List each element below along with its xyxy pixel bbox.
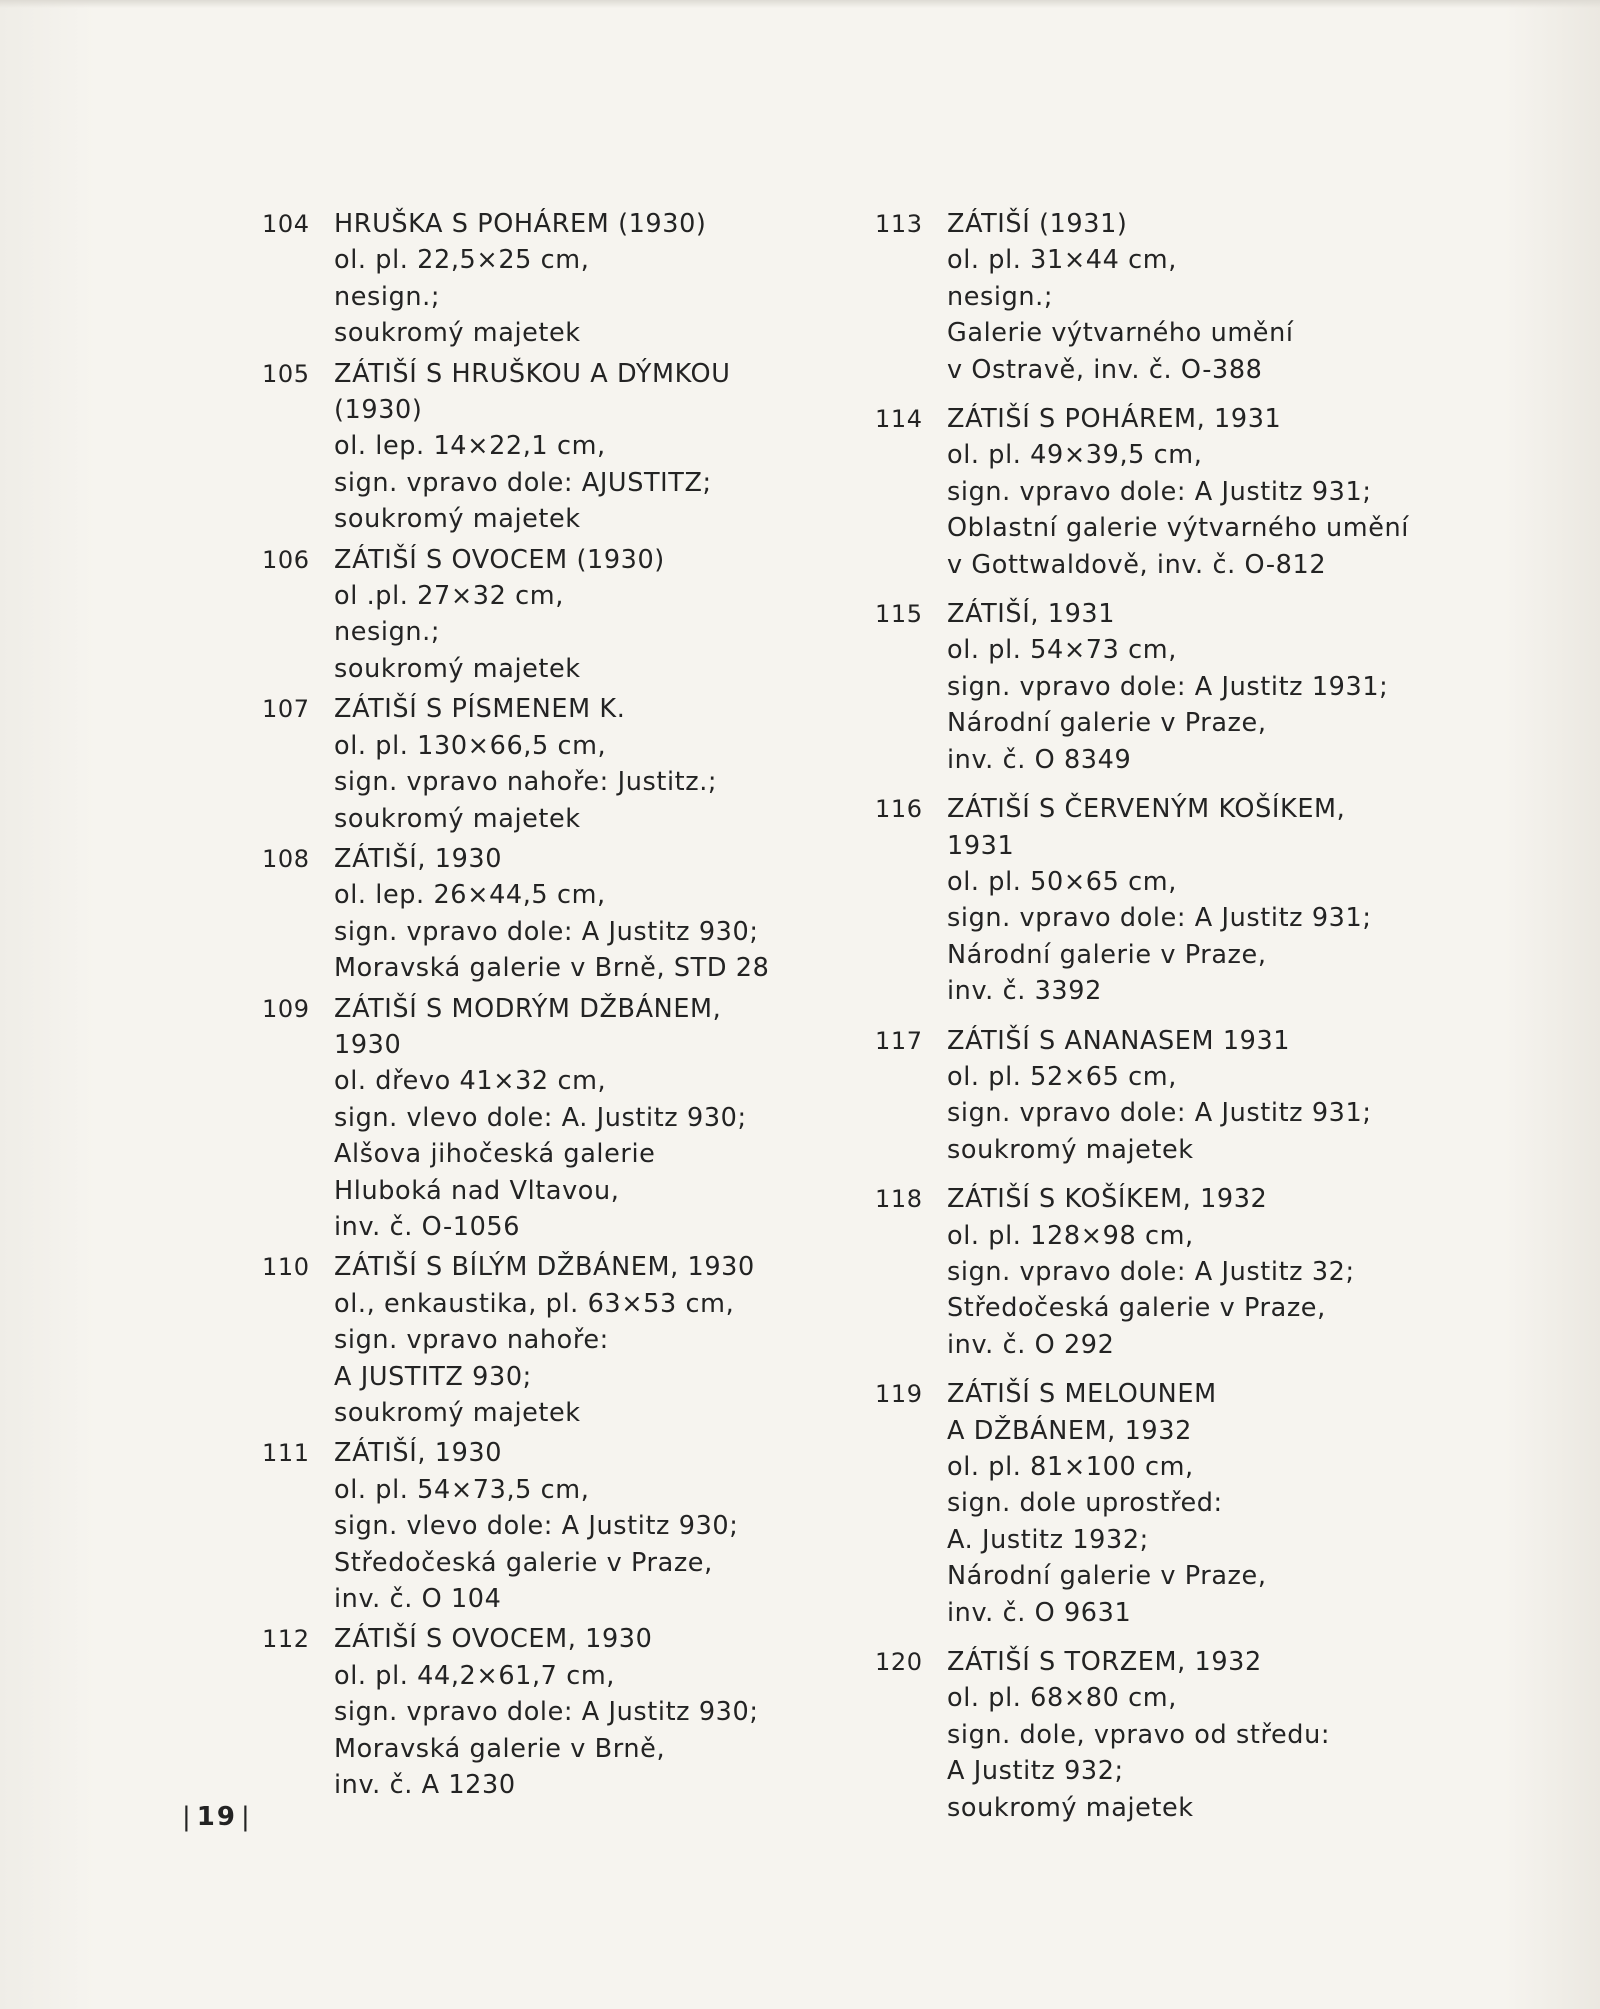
entry-detail-line: 1930 (334, 1029, 402, 1060)
entry-title: ZÁTIŠÍ (1931) (947, 209, 1128, 239)
catalog-entry (262, 841, 822, 987)
entry-detail-line: inv. č. 3392 (947, 976, 1102, 1007)
entry-detail-line: inv. č. O 8349 (947, 744, 1132, 775)
entry-number: 115 (875, 600, 923, 629)
entry-detail-line: (1930) (334, 395, 423, 426)
entry-detail-line: ol., enkaustika, pl. 63×53 cm, (334, 1288, 735, 1319)
entry-number: 106 (262, 545, 310, 574)
entry-detail-line: Středočeská galerie v Praze, (334, 1547, 713, 1578)
entry-title: ZÁTIŠÍ S KOŠÍKEM, 1932 (947, 1184, 1268, 1215)
entry-detail-line: soukromý majetek (334, 653, 581, 684)
catalog-column-right (875, 206, 1435, 1839)
entry-detail-line: sign. vpravo dole: A Justitz 930; (334, 1697, 759, 1728)
entry-detail-line: soukromý majetek (334, 504, 581, 535)
entry-detail-line: sign. vpravo dole: A Justitz 931; (947, 476, 1372, 507)
catalog-entry (875, 401, 1435, 583)
entry-detail-line: soukromý majetek (947, 1134, 1194, 1165)
entry-detail-line: sign. vlevo dole: A Justitz 930; (334, 1511, 739, 1542)
entry-detail-line: ol. pl. 54×73,5 cm, (334, 1474, 590, 1505)
entry-detail-line: v Ostravě, inv. č. O-388 (947, 354, 1263, 385)
entry-title: ZÁTIŠÍ, 1930 (334, 1438, 503, 1469)
entry-title: ZÁTIŠÍ S POHÁREM, 1931 (947, 404, 1282, 435)
catalog-entry (262, 356, 822, 538)
entry-detail-line: Moravská galerie v Brně, (334, 1733, 666, 1764)
entry-detail-line: ol. pl. 50×65 cm, (947, 866, 1177, 897)
entry-number: 110 (262, 1253, 310, 1282)
entry-number: 116 (875, 795, 923, 824)
entry-number: 108 (262, 844, 310, 873)
entry-title: ZÁTIŠÍ S OVOCEM, 1930 (334, 1624, 653, 1655)
entry-detail-line: inv. č. O 9631 (947, 1597, 1132, 1628)
entry-detail-line: soukromý majetek (947, 1792, 1194, 1823)
page-number (178, 1802, 256, 1832)
entry-detail-line: sign. vpravo dole: A Justitz 931; (947, 903, 1372, 934)
entry-detail-line: Národní galerie v Praze, (947, 1561, 1267, 1592)
entry-number: 117 (875, 1026, 923, 1055)
entry-detail-line: nesign.; (334, 617, 441, 648)
catalog-entry (262, 206, 822, 352)
entry-detail-line: soukromý majetek (334, 1398, 581, 1428)
catalog-entry (262, 542, 822, 688)
entry-title: ZÁTIŠÍ, 1930 (334, 843, 503, 874)
entry-detail-line: ol. pl. 81×100 cm, (947, 1452, 1194, 1482)
entry-number: 112 (262, 1625, 310, 1654)
entry-detail-line: Národní galerie v Praze, (947, 708, 1267, 739)
entry-title: HRUŠKA S POHÁREM (1930) (334, 209, 707, 239)
entry-title: ZÁTIŠÍ S MODRÝM DŽBÁNEM, (334, 993, 722, 1024)
entry-number: 118 (875, 1185, 923, 1214)
catalog-entry (262, 991, 822, 1246)
catalog-entry (875, 1181, 1435, 1363)
entry-detail-line: Galerie výtvarného umění (947, 318, 1294, 349)
entry-title: ZÁTIŠÍ S TORZEM, 1932 (947, 1647, 1262, 1678)
entry-detail-line: soukromý majetek (334, 803, 581, 834)
catalog-entry (875, 1023, 1435, 1169)
entry-detail-line: sign. vlevo dole: A. Justitz 930; (334, 1102, 747, 1133)
entry-detail-line: A JUSTITZ 930; (334, 1361, 532, 1392)
entry-detail-line: Alšova jihočeská galerie (334, 1139, 656, 1170)
catalog-entry (262, 1621, 822, 1803)
entry-detail-line: ol. pl. 44,2×61,7 cm, (334, 1660, 615, 1691)
entry-title: ZÁTIŠÍ S MELOUNEM (947, 1379, 1217, 1410)
entry-detail-line: nesign.; (334, 281, 441, 312)
entry-number: 111 (262, 1439, 310, 1468)
entry-detail-line: sign. vpravo nahoře: (334, 1325, 609, 1356)
entry-detail-line: A Justitz 932; (947, 1756, 1124, 1787)
entry-number: 113 (875, 210, 923, 238)
entry-number: 104 (262, 210, 310, 238)
entry-detail-line: inv. č. A 1230 (334, 1770, 516, 1801)
entry-detail-line: inv. č. O 104 (334, 1584, 502, 1615)
catalog-entry (875, 596, 1435, 778)
entry-detail-line: Středočeská galerie v Praze, (947, 1293, 1326, 1324)
entry-detail-line: ol. pl. 128×98 cm, (947, 1220, 1194, 1251)
entry-number: 107 (262, 695, 310, 724)
catalog-entry (875, 206, 1435, 388)
entry-detail-line: sign. vpravo dole: AJUSTITZ; (334, 467, 712, 498)
entry-detail-line: ol. pl. 52×65 cm, (947, 1061, 1177, 1092)
entry-number: 120 (875, 1648, 923, 1677)
catalog-column-left (262, 206, 822, 1807)
entry-detail-line: v Gottwaldově, inv. č. O-812 (947, 549, 1327, 580)
entry-title: ZÁTIŠÍ S OVOCEM (1930) (334, 544, 665, 575)
entry-number: 105 (262, 359, 310, 388)
entry-detail-line: sign. vpravo dole: A Justitz 32; (947, 1256, 1355, 1287)
page-number-value: 19 (196, 1802, 237, 1832)
entry-detail-line: 1931 (947, 830, 1015, 861)
catalog-entry (875, 1644, 1435, 1826)
entry-detail-line: nesign.; (947, 281, 1054, 312)
entry-title: ZÁTIŠÍ S PÍSMENEM K. (334, 694, 626, 725)
entry-number: 119 (875, 1380, 923, 1409)
entry-detail-line: inv. č. O 292 (947, 1329, 1115, 1360)
entry-title: ZÁTIŠÍ S ANANASEM 1931 (947, 1025, 1291, 1056)
entry-detail-line: sign. dole uprostřed: (947, 1488, 1223, 1519)
entry-detail-line: ol. pl. 130×66,5 cm, (334, 730, 607, 761)
entry-title: ZÁTIŠÍ S BÍLÝM DŽBÁNEM, 1930 (334, 1252, 755, 1283)
entry-detail-line: ol. pl. 31×44 cm, (947, 245, 1177, 276)
entry-title: ZÁTIŠÍ, 1931 (947, 599, 1116, 630)
entry-detail-line: sign. vpravo dole: A Justitz 1931; (947, 671, 1389, 702)
entry-detail-line: Moravská galerie v Brně, STD 28 (334, 953, 770, 984)
entry-detail-line: ol. lep. 14×22,1 cm, (334, 431, 606, 462)
page-number-bar-right: | (240, 1802, 252, 1832)
entry-detail-line: ol. pl. 54×73 cm, (947, 635, 1177, 666)
entry-detail-line: sign. vpravo dole: A Justitz 930; (334, 916, 759, 947)
catalog-entry (262, 1435, 822, 1617)
entry-detail-line: ol. pl. 49×39,5 cm, (947, 440, 1203, 471)
entry-detail-line: ol. dřevo 41×32 cm, (334, 1066, 607, 1097)
catalog-entry (875, 1376, 1435, 1631)
entry-detail-line: ol. lep. 26×44,5 cm, (334, 880, 606, 911)
entry-number: 109 (262, 994, 310, 1023)
catalog-entry (262, 1249, 822, 1431)
entry-detail-line: sign. dole, vpravo od středu: (947, 1719, 1331, 1750)
catalog-entry (875, 791, 1435, 1009)
entry-detail-line: Národní galerie v Praze, (947, 939, 1267, 970)
entry-detail-line: sign. vpravo dole: A Justitz 931; (947, 1098, 1372, 1129)
entry-detail-line: ol. pl. 22,5×25 cm, (334, 245, 590, 276)
entry-detail-line: A DŽBÁNEM, 1932 (947, 1415, 1192, 1446)
entry-detail-line: inv. č. O-1056 (334, 1211, 521, 1242)
page-number-bar-left: | (182, 1802, 193, 1832)
entry-detail-line: ol. pl. 68×80 cm, (947, 1683, 1177, 1714)
entry-number: 114 (875, 405, 923, 434)
entry-detail-line: Oblastní galerie výtvarného umění (947, 513, 1409, 544)
entry-detail-line: sign. vpravo nahoře: Justitz.; (334, 767, 718, 798)
entry-detail-line: soukromý majetek (334, 318, 581, 349)
entry-detail-line: A. Justitz 1932; (947, 1524, 1149, 1555)
entry-title: ZÁTIŠÍ S ČERVENÝM KOŠÍKEM, (947, 794, 1346, 825)
page-edge-shadow (0, 0, 1600, 8)
entry-title: ZÁTIŠÍ S HRUŠKOU A DÝMKOU (334, 358, 731, 389)
entry-detail-line: Hluboká nad Vltavou, (334, 1175, 620, 1206)
catalog-entry (262, 691, 822, 837)
entry-detail-line: ol .pl. 27×32 cm, (334, 581, 564, 612)
